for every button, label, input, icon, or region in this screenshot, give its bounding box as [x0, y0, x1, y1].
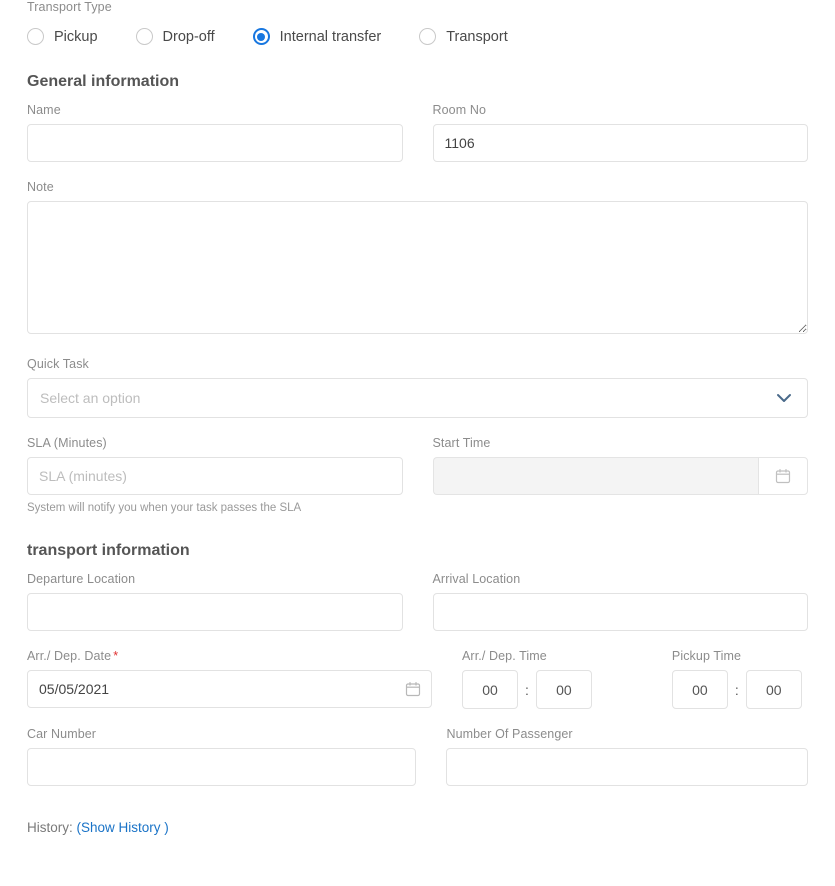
departure-location-label: Departure Location	[27, 572, 136, 586]
radio-internal-transfer[interactable]	[253, 28, 382, 45]
calendar-icon	[775, 468, 791, 484]
radio-label: Drop-off	[162, 28, 215, 45]
quick-task-select-wrap	[27, 378, 808, 418]
departure-location-group	[27, 572, 403, 631]
car-number-label: Car Number	[27, 727, 97, 741]
name-field-group	[27, 103, 403, 162]
sla-starttime-row	[27, 436, 808, 514]
time-separator: :	[734, 681, 739, 698]
pickup-time-label: Pickup Time	[671, 649, 742, 663]
arr-dep-time-group	[462, 649, 592, 709]
radio-circle-icon	[419, 28, 436, 45]
time-separator: :	[525, 681, 529, 698]
arr-dep-date-label-text: Arr./ Dep. Date	[27, 649, 112, 663]
required-asterisk: *	[113, 649, 119, 663]
date-time-row	[27, 649, 808, 709]
quick-task-field-group	[27, 357, 808, 418]
arr-dep-time-minutes[interactable]: 00	[536, 670, 592, 709]
room-no-input[interactable]	[433, 124, 809, 162]
sla-input[interactable]	[27, 457, 403, 495]
sla-hint: System will notify you when your task passes the SLA	[27, 502, 302, 514]
start-time-field-group	[433, 436, 809, 514]
history-row	[27, 820, 808, 835]
quick-task-label: Quick Task	[27, 357, 89, 371]
quick-task-select[interactable]: Select an option	[27, 378, 808, 418]
arr-dep-time-hours[interactable]: 00	[462, 670, 518, 709]
locations-row	[27, 572, 808, 631]
pickup-time-group	[672, 649, 802, 709]
radio-label: Internal transfer	[279, 28, 382, 45]
radio-label: Transport	[446, 28, 508, 45]
transport-information-title: transport information	[27, 542, 190, 559]
arr-dep-date-group	[27, 649, 432, 709]
radio-drop-off[interactable]	[136, 28, 215, 45]
name-room-row	[27, 103, 808, 162]
show-history-link[interactable]: (Show History )	[76, 820, 169, 835]
arr-dep-time-inputs	[462, 670, 592, 709]
transport-type-label: Transport Type	[27, 0, 112, 14]
radio-circle-selected-icon	[253, 28, 270, 45]
radio-transport[interactable]	[419, 28, 508, 45]
start-time-input-wrap	[433, 457, 809, 495]
radio-circle-icon	[136, 28, 153, 45]
arrival-location-label: Arrival Location	[432, 572, 521, 586]
radio-pickup[interactable]	[27, 28, 98, 45]
arrival-location-input[interactable]	[433, 593, 809, 631]
pickup-time-minutes[interactable]: 00	[746, 670, 802, 709]
departure-location-input[interactable]	[27, 593, 403, 631]
note-field-group	[27, 180, 808, 339]
transport-type-radios	[27, 28, 808, 45]
car-number-group	[27, 727, 416, 786]
start-time-label: Start Time	[432, 436, 491, 450]
room-no-field-group	[433, 103, 809, 162]
number-of-passenger-input[interactable]	[446, 748, 808, 786]
car-number-input[interactable]	[27, 748, 416, 786]
number-of-passenger-group	[446, 727, 808, 786]
pickup-time-hours[interactable]: 00	[672, 670, 728, 709]
start-time-input[interactable]	[433, 457, 759, 495]
arr-dep-date-label	[27, 649, 432, 663]
car-passenger-row	[27, 727, 808, 786]
name-label: Name	[27, 103, 61, 117]
sla-field-group	[27, 436, 403, 514]
transport-type-group	[27, 0, 808, 45]
arr-dep-date-input[interactable]	[27, 670, 432, 708]
arr-dep-time-label: Arr./ Dep. Time	[462, 649, 547, 663]
note-textarea[interactable]	[27, 201, 808, 334]
note-label: Note	[27, 180, 54, 194]
arrival-location-group	[433, 572, 809, 631]
name-input[interactable]	[27, 124, 403, 162]
general-information-title: General information	[27, 73, 180, 90]
calendar-icon-button[interactable]	[758, 457, 808, 495]
number-of-passenger-label: Number Of Passenger	[446, 727, 573, 741]
arr-dep-date-input-wrap	[27, 670, 432, 708]
radio-label: Pickup	[54, 28, 98, 45]
sla-label: SLA (Minutes)	[27, 436, 107, 450]
radio-circle-icon	[27, 28, 44, 45]
history-label: History:	[27, 820, 73, 835]
pickup-time-inputs	[672, 670, 802, 709]
room-no-label: Room No	[432, 103, 486, 117]
